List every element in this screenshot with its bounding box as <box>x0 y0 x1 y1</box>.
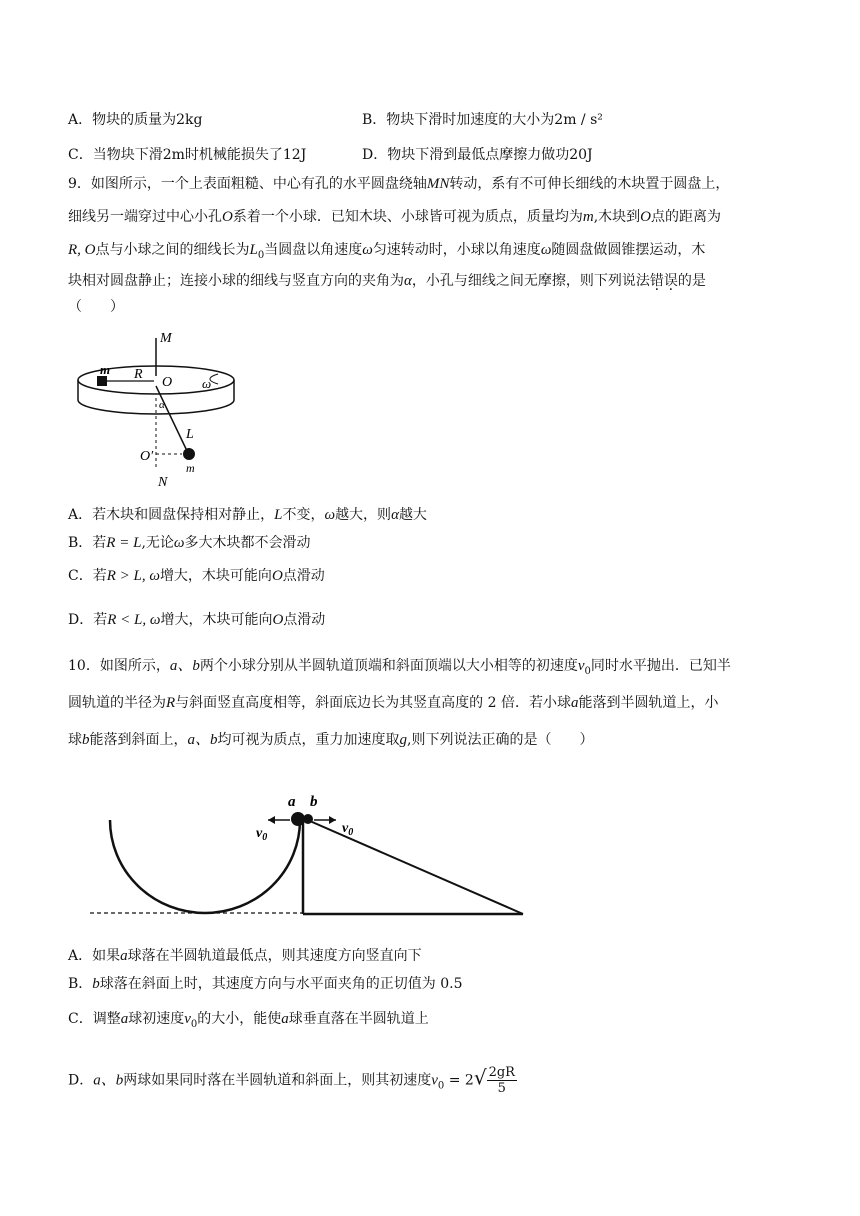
q9-option-a: A．若木块和圆盘保持相对静止，L不变，ω越大，则α越大 <box>68 507 427 523</box>
q8-option-d: D．物块下滑到最低点摩擦力做功20J <box>362 147 593 163</box>
label-block-mass: m <box>100 362 111 377</box>
label-v0-right: $v_0$ <box>342 821 354 838</box>
label-ball-mass: m <box>186 461 195 475</box>
label-l: L <box>186 427 194 442</box>
q8-option-a: A．物块的质量为2kg <box>68 112 203 128</box>
q10-option-c: C．调整a球初速度$v_0$的大小，能使a球垂直落在半圆轨道上 <box>68 1011 429 1030</box>
label-o: O <box>162 375 173 390</box>
q10-stem-line1: 10．如图所示，a、b两个小球分别从半圆轨道顶端和斜面顶端以大小相等的初速度$v_0$同时水平抛出．已知半 <box>68 658 731 677</box>
ball-a <box>291 812 305 826</box>
q10-option-d: D．a、b两球如果同时落在半圆轨道和斜面上，则其初速度$v_0 = 2√$ $\frac{2gR}{5}$ <box>68 1065 515 1096</box>
incline-slope <box>303 818 523 914</box>
q9-answer-paren: （ ） <box>68 299 124 315</box>
label-a: a <box>288 794 296 810</box>
label-v0-left: $v_0$ <box>256 826 268 843</box>
q9-stem-line3: R, O点与小球之间的细线长为$L_0$当圆盘以角速度ω匀速转动时，小球以角速度ω随圆盘做圆锥摆运动，木 <box>68 242 706 261</box>
label-m-axis: M <box>160 331 172 346</box>
label-r: R <box>134 367 143 382</box>
label-alpha: α <box>159 399 165 411</box>
q9-option-c: C．若R > L, ω增大，木块可能向O点滑动 <box>68 568 325 584</box>
q9-stem-line2: 细线另一端穿过中心小孔O系着一个小球．已知木块、小球皆可视为质点，质量均为m,木块到O点的距离为 <box>68 209 721 225</box>
q9-option-d: D．若R < L, ω增大，木块可能向O点滑动 <box>68 612 326 628</box>
q10-stem-line2: 圆轨道的半径为R与斜面竖直高度相等，斜面底边长为其竖直高度的 2 倍．若小球a能落到半圆轨道上，小 <box>68 695 719 711</box>
pendulum-ball <box>183 448 195 460</box>
label-b: b <box>310 794 318 810</box>
arrow-right <box>329 816 336 824</box>
fraction: $\frac{2gR}{5}$ <box>488 1065 515 1096</box>
q10-option-a: A．如果a球落在半圆轨道最低点，则其速度方向竖直向下 <box>68 948 422 964</box>
label-n-axis: N <box>158 475 168 490</box>
q10-figure <box>80 780 540 930</box>
label-omega: ω <box>202 376 212 391</box>
block <box>97 376 107 386</box>
q9-stem-line4: 块相对圆盘静止；连接小球的细线与竖直方向的夹角为α，小孔与细线之间无摩擦，则下列说法错误的是 <box>68 273 706 289</box>
q8-option-c: C．当物块下滑2m时机械能损失了12J <box>68 147 307 163</box>
q9-stem-line1: 9．如图所示，一个上表面粗糙、中心有孔的水平圆盘绕轴MN转动，系有不可伸长细线的木块置于圆盘上， <box>68 176 730 192</box>
q10-stem-line3: 球b能落到斜面上，a、b均可视为质点，重力加速度取g,则下列说法正确的是（ ） <box>68 732 594 748</box>
q10-option-b: B．b球落在斜面上时，其速度方向与水平面夹角的正切值为 0.5 <box>68 976 463 992</box>
arrow-left <box>268 816 275 824</box>
pendulum-string <box>156 386 188 453</box>
label-o-prime: O′ <box>140 449 154 464</box>
ball-b <box>303 814 313 824</box>
q9-figure <box>68 328 268 488</box>
q9-option-b: B．若R = L,无论ω多大木块都不会滑动 <box>68 535 311 551</box>
semicircle-track <box>110 820 300 913</box>
q8-option-b: B．物块下滑时加速度的大小为2m / s² <box>362 112 603 128</box>
